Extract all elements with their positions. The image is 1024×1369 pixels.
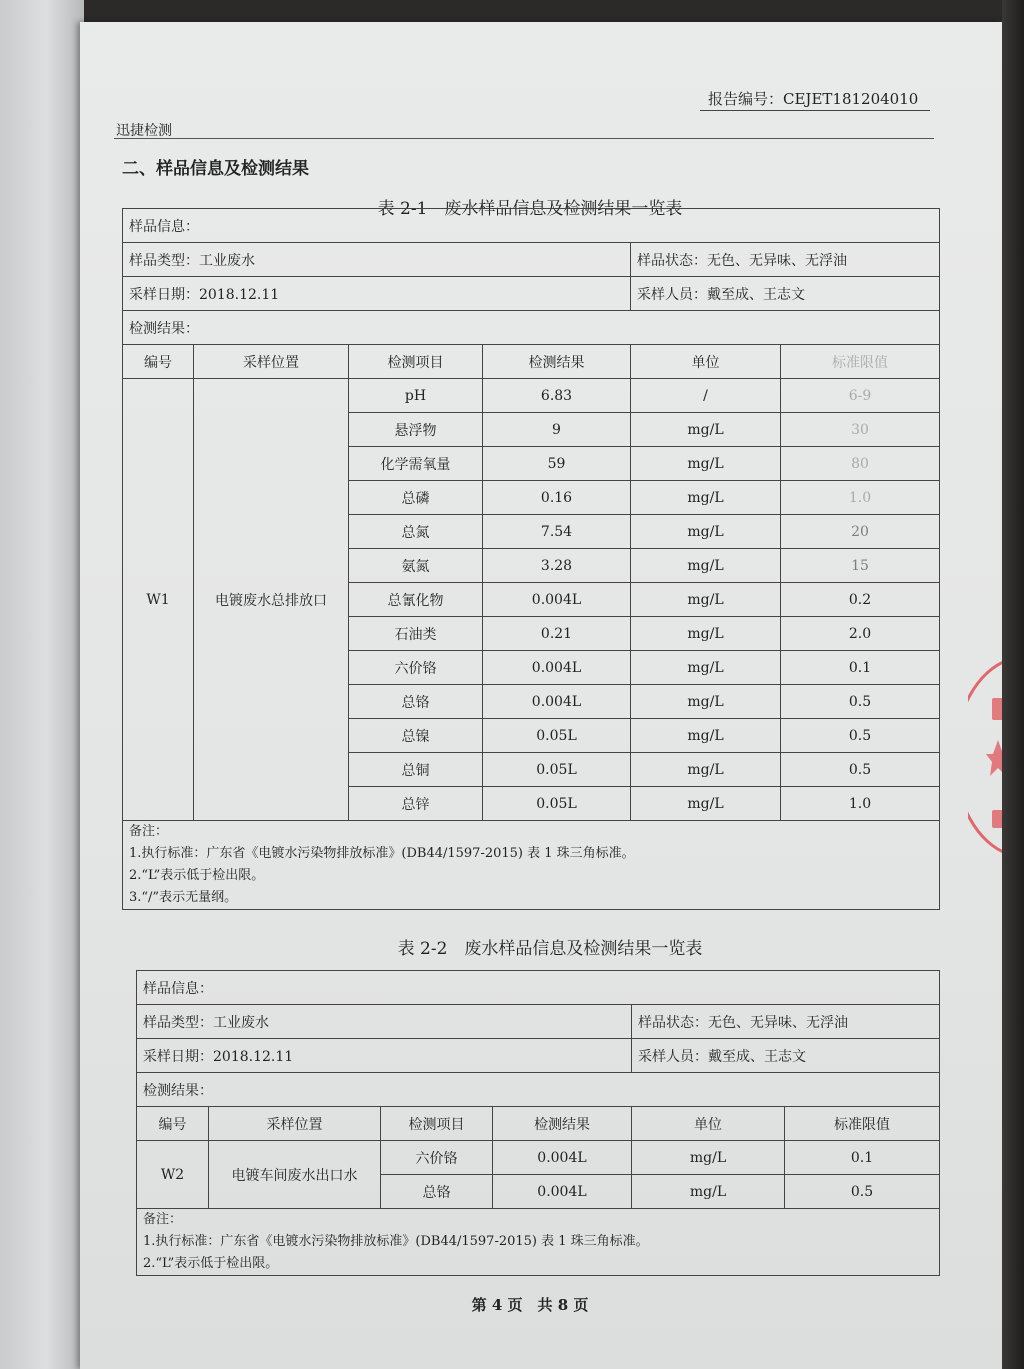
test-item: 总铜 (349, 753, 483, 787)
table2-header-row (137, 1107, 940, 1141)
table-row (137, 1141, 940, 1175)
table2-sample-type: 样品类型：工业废水 (137, 1005, 632, 1039)
test-item: 石油类 (349, 617, 483, 651)
page-footer: 第 4 页 共 8 页 (471, 1296, 589, 1314)
column-header: 标准限值 (781, 345, 940, 379)
test-unit: mg/L (631, 481, 781, 515)
column-header: 检测结果 (493, 1107, 632, 1141)
table1-header-row (123, 345, 940, 379)
test-unit: mg/L (631, 549, 781, 583)
table2-results-label: 检测结果： (137, 1073, 940, 1107)
test-result: 0.004L (493, 1175, 632, 1209)
test-unit: mg/L (631, 719, 781, 753)
test-item: 总铬 (381, 1175, 493, 1209)
column-header: 编号 (137, 1107, 209, 1141)
test-unit: mg/L (631, 447, 781, 481)
column-header: 单位 (631, 345, 781, 379)
test-limit: 30 (781, 413, 940, 447)
test-result: 0.004L (483, 685, 631, 719)
test-limit: 0.5 (785, 1175, 940, 1209)
test-unit: mg/L (631, 583, 781, 617)
report-number: 报告编号：CEJET181204010 (708, 90, 919, 108)
test-unit: mg/L (631, 753, 781, 787)
report-page (80, 22, 1002, 1369)
table2 (136, 970, 940, 1276)
test-item: 氨氮 (349, 549, 483, 583)
table2-sample-info-label: 样品信息： (137, 971, 940, 1005)
table1-notes (123, 821, 940, 910)
test-item: 总磷 (349, 481, 483, 515)
test-limit: 0.5 (781, 719, 940, 753)
table2-location: 电镀车间废水出口水 (209, 1141, 381, 1209)
test-item: pH (349, 379, 483, 413)
table2-sample-date: 采样日期：2018.12.11 (137, 1039, 632, 1073)
test-unit: / (631, 379, 781, 413)
section-title: 二、样品信息及检测结果 (122, 159, 309, 179)
test-item: 六价铬 (349, 651, 483, 685)
test-limit: 20 (781, 515, 940, 549)
table1-results-label: 检测结果： (123, 311, 940, 345)
column-header: 单位 (632, 1107, 785, 1141)
test-unit: mg/L (632, 1141, 785, 1175)
test-limit: 6-9 (781, 379, 940, 413)
table1-caption: 表 2-1 废水样品信息及检测结果一览表 (377, 199, 683, 219)
column-header: 检测结果 (483, 345, 631, 379)
test-item: 总氮 (349, 515, 483, 549)
test-result: 0.21 (483, 617, 631, 651)
test-limit: 80 (781, 447, 940, 481)
binder-edge (1002, 0, 1024, 1369)
note-line: 1.执行标准：广东省《电镀水污染物排放标准》(DB44/1597-2015) 表 1 珠三角标准。 (129, 846, 635, 861)
test-item: 总镍 (349, 719, 483, 753)
test-unit: mg/L (631, 651, 781, 685)
test-unit: mg/L (632, 1175, 785, 1209)
test-item: 悬浮物 (349, 413, 483, 447)
table2-sample-id: W2 (137, 1141, 209, 1209)
table2-samplers: 采样人员：戴至成、王志文 (632, 1039, 940, 1073)
report-number-underline (700, 110, 930, 111)
test-result: 3.28 (483, 549, 631, 583)
test-item: 六价铬 (381, 1141, 493, 1175)
table1-sample-id: W1 (123, 379, 194, 821)
test-result: 0.05L (483, 719, 631, 753)
test-result: 0.16 (483, 481, 631, 515)
company-name: 迅捷检测 (116, 123, 172, 139)
table2-notes (137, 1209, 940, 1276)
test-unit: mg/L (631, 685, 781, 719)
column-header: 标准限值 (785, 1107, 940, 1141)
test-item: 总铬 (349, 685, 483, 719)
note-line: 备注： (129, 824, 169, 839)
test-limit: 1.0 (781, 787, 940, 821)
test-unit: mg/L (631, 787, 781, 821)
test-result: 7.54 (483, 515, 631, 549)
test-unit: mg/L (631, 515, 781, 549)
test-limit: 0.5 (781, 685, 940, 719)
note-line: 备注： (143, 1212, 183, 1227)
header-divider (114, 138, 934, 139)
table1-sample-state: 样品状态：无色、无异味、无浮油 (631, 243, 940, 277)
test-result: 6.83 (483, 379, 631, 413)
test-unit: mg/L (631, 617, 781, 651)
table1-sample-date: 采样日期：2018.12.11 (123, 277, 631, 311)
previous-page-edge (0, 0, 84, 1369)
test-limit: 0.5 (781, 753, 940, 787)
test-limit: 15 (781, 549, 940, 583)
test-limit: 1.0 (781, 481, 940, 515)
note-line: 1.执行标准：广东省《电镀水污染物排放标准》(DB44/1597-2015) 表 1 珠三角标准。 (143, 1234, 649, 1249)
column-header: 检测项目 (349, 345, 483, 379)
table1 (122, 208, 940, 910)
test-result: 59 (483, 447, 631, 481)
table-row (123, 379, 940, 413)
column-header: 编号 (123, 345, 194, 379)
test-limit: 0.1 (781, 651, 940, 685)
table1-location: 电镀废水总排放口 (194, 379, 349, 821)
column-header: 采样位置 (209, 1107, 381, 1141)
note-line: 2.“L”表示低于检出限。 (129, 868, 265, 883)
table1-sample-info-label: 样品信息： (123, 209, 940, 243)
note-line: 2.“L”表示低于检出限。 (143, 1256, 279, 1271)
note-line: 3.“/”表示无量纲。 (129, 890, 238, 905)
test-item: 总氰化物 (349, 583, 483, 617)
test-limit: 2.0 (781, 617, 940, 651)
test-result: 0.004L (493, 1141, 632, 1175)
test-result: 0.004L (483, 583, 631, 617)
test-result: 0.05L (483, 787, 631, 821)
table1-sample-type: 样品类型：工业废水 (123, 243, 631, 277)
test-item: 总锌 (349, 787, 483, 821)
column-header: 采样位置 (194, 345, 349, 379)
test-limit: 0.1 (785, 1141, 940, 1175)
column-header: 检测项目 (381, 1107, 493, 1141)
test-result: 9 (483, 413, 631, 447)
table2-caption: 表 2-2 废水样品信息及检测结果一览表 (397, 939, 703, 959)
table1-samplers: 采样人员：戴至成、王志文 (631, 277, 940, 311)
test-limit: 0.2 (781, 583, 940, 617)
table2-sample-state: 样品状态：无色、无异味、无浮油 (632, 1005, 940, 1039)
test-item: 化学需氧量 (349, 447, 483, 481)
test-unit: mg/L (631, 413, 781, 447)
test-result: 0.05L (483, 753, 631, 787)
test-result: 0.004L (483, 651, 631, 685)
